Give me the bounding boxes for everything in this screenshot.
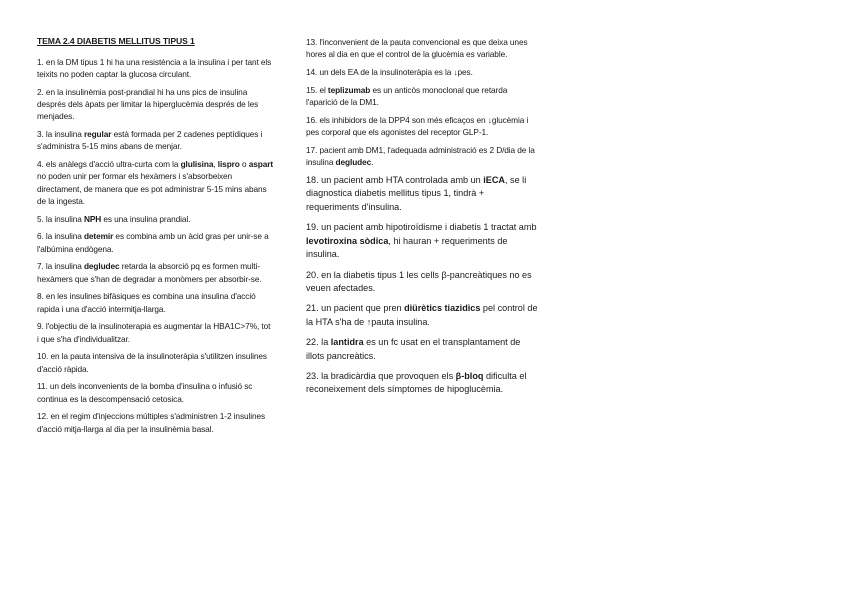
statement-text: 1. en la DM tipus 1 hi ha una resistència a la insulina i per tant els teixits no poden captar la glucosa circulant. <box>37 57 272 80</box>
statement-item <box>306 114 538 138</box>
statement-text: 5. la insulina <box>37 213 84 224</box>
statement-text: 16. els inhibidors de la DPP4 son més eficaços en ↓glucèmia i pes corporal que els agonistes del receptor GLP-1. <box>306 114 529 137</box>
statement-item <box>37 290 273 314</box>
bold-term: detemir <box>83 231 114 242</box>
statement-text: 9. l'objectiu de la insulinoterapia es augmentar la HBA1C>7%, tot i que s'ha d'individualitzar. <box>37 321 271 344</box>
statement-text: . <box>371 157 374 167</box>
statement-item <box>37 410 273 434</box>
bold-term: lispro <box>217 159 240 170</box>
statement-item <box>306 36 538 60</box>
bold-term: aspart <box>248 159 274 170</box>
statement-item <box>37 56 273 80</box>
statement-text: 10. en la pauta intensiva de la insulinoteràpia s'utilitzen insulines d'acció ràpida. <box>37 351 267 374</box>
statement-item <box>37 380 273 404</box>
bold-term: teplizumab <box>327 84 371 95</box>
statement-text: 15. el <box>306 84 328 95</box>
page-title: TEMA 2.4 DIABETIS MELLITUS TIPUS 1 <box>37 36 195 46</box>
statement-item <box>306 336 538 363</box>
statement-text: 2. en la insulinèmia post-prandial hi ha uns pics de insulina després dels àpats per limitar la hiperglucèmia després de les menjades. <box>37 87 259 122</box>
statement-item <box>37 158 273 207</box>
statement-text: 18. un pacient amb HTA controlada amb un <box>306 174 484 185</box>
statement-item <box>37 86 273 123</box>
statement-text: retarda la absorció pq es formen multi-hexàmers que s'han de degradar a monòmers per absorbir-se. <box>37 261 262 284</box>
bold-term: iECA <box>483 174 505 185</box>
statement-text: es combina amb un àcid gras per unir-se a l'albúmina endògena. <box>37 231 269 254</box>
bold-term: levotiroxina sòdica <box>306 235 389 246</box>
statement-item <box>37 350 273 374</box>
statement-text: dificulta el reconeixement dels símptomes de hipoglucèmia. <box>306 370 527 395</box>
statement-text: o <box>239 159 249 170</box>
statement-item <box>306 221 538 262</box>
statement-text: es un fc usat en el transplantament de illots pancreàtics. <box>306 337 521 361</box>
statement-text: , hi hauran + requeriments de insulina. <box>306 235 508 260</box>
statement-item <box>306 66 538 78</box>
statement-text: 4. els anàlegs d'acció ultra-curta com la <box>37 159 181 170</box>
statement-text: , <box>213 159 218 170</box>
statement-item <box>37 260 273 284</box>
statement-item <box>306 84 538 108</box>
statement-item <box>306 302 538 329</box>
statement-text: es un anticòs monoclonal que retarda l'aparició de la DM1. <box>306 84 508 107</box>
statement-text: , se li diagnostica diabetis mellitus tipus 1, tindrà + requeriments d'insulina. <box>306 174 527 212</box>
statement-item <box>37 320 273 344</box>
statement-item <box>306 370 538 397</box>
bold-term: β-bloq <box>455 370 484 381</box>
statement-item <box>306 174 538 215</box>
right-item-list <box>306 36 538 397</box>
statement-text: no poden unir per formar els hexàmers i s'absorbeixen directament, de manera que es pot administrar 5-15 mins abans de la ingesta. <box>37 171 267 206</box>
statement-text: 21. un pacient que pren <box>306 303 405 314</box>
statement-text: 12. en el regim d'injeccions múltiples s'administren 1-2 insulines d'acció mitja-llarga al dia per la insulinèmia basal. <box>37 411 266 434</box>
statement-text: està formada per 2 cadenes peptídiques i s'administra 5-15 mins abans de menjar. <box>37 129 263 152</box>
statement-text: 8. en les insulines bifàsiques es combina una insulina d'acció rapida i una d'acció intermitja-llarga. <box>37 291 256 314</box>
bold-term: regular <box>83 129 112 140</box>
bold-term: glulisina <box>180 159 214 170</box>
statement-text: 3. la insulina <box>37 129 84 140</box>
bold-term: degludec <box>83 261 120 272</box>
statement-text: 19. un pacient amb hipotiroïdisme i diabetis 1 tractat amb <box>306 222 537 233</box>
statement-text: 7. la insulina <box>37 261 84 272</box>
statement-text: 11. un dels inconvenients de la bomba d'insulina o infusió sc continua es la descompensació cetosica. <box>37 381 253 404</box>
left-item-list <box>37 56 273 435</box>
statement-text: 20. en la diabetis tipus 1 les cells β-pancreàtiques no es veuen afectades. <box>306 269 532 294</box>
statement-item <box>37 128 273 152</box>
statement-text: 23. la bradicàrdia que provoquen els <box>306 370 456 381</box>
bold-term: diürètics tiazidics <box>404 303 481 314</box>
statement-item <box>37 213 273 225</box>
bold-term: lantidra <box>330 337 364 348</box>
statement-item <box>37 230 273 254</box>
statement-text: 14. un dels EA de la insulinoteràpia es la ↓pes. <box>306 67 473 77</box>
statement-item <box>306 144 538 168</box>
bold-term: NPH <box>83 213 102 224</box>
statement-item <box>306 269 538 296</box>
right-column <box>306 36 538 404</box>
statement-text: 6. la insulina <box>37 231 84 242</box>
statement-text: pel control de la HTA s'ha de ↑pauta insulina. <box>306 303 538 327</box>
left-column <box>37 36 273 440</box>
bold-term: degludec <box>335 157 372 167</box>
statement-text: 13. l'inconvenient de la pauta convencional es que deixa unes hores al dia en que el control de la glucèmia es variable. <box>306 37 528 60</box>
statement-text: 17. pacient amb DM1, l'adequada administració es 2 D/dia de la insulina <box>306 144 535 167</box>
statement-text: es una insulina prandial. <box>101 213 191 224</box>
statement-text: 22. la <box>306 337 331 348</box>
